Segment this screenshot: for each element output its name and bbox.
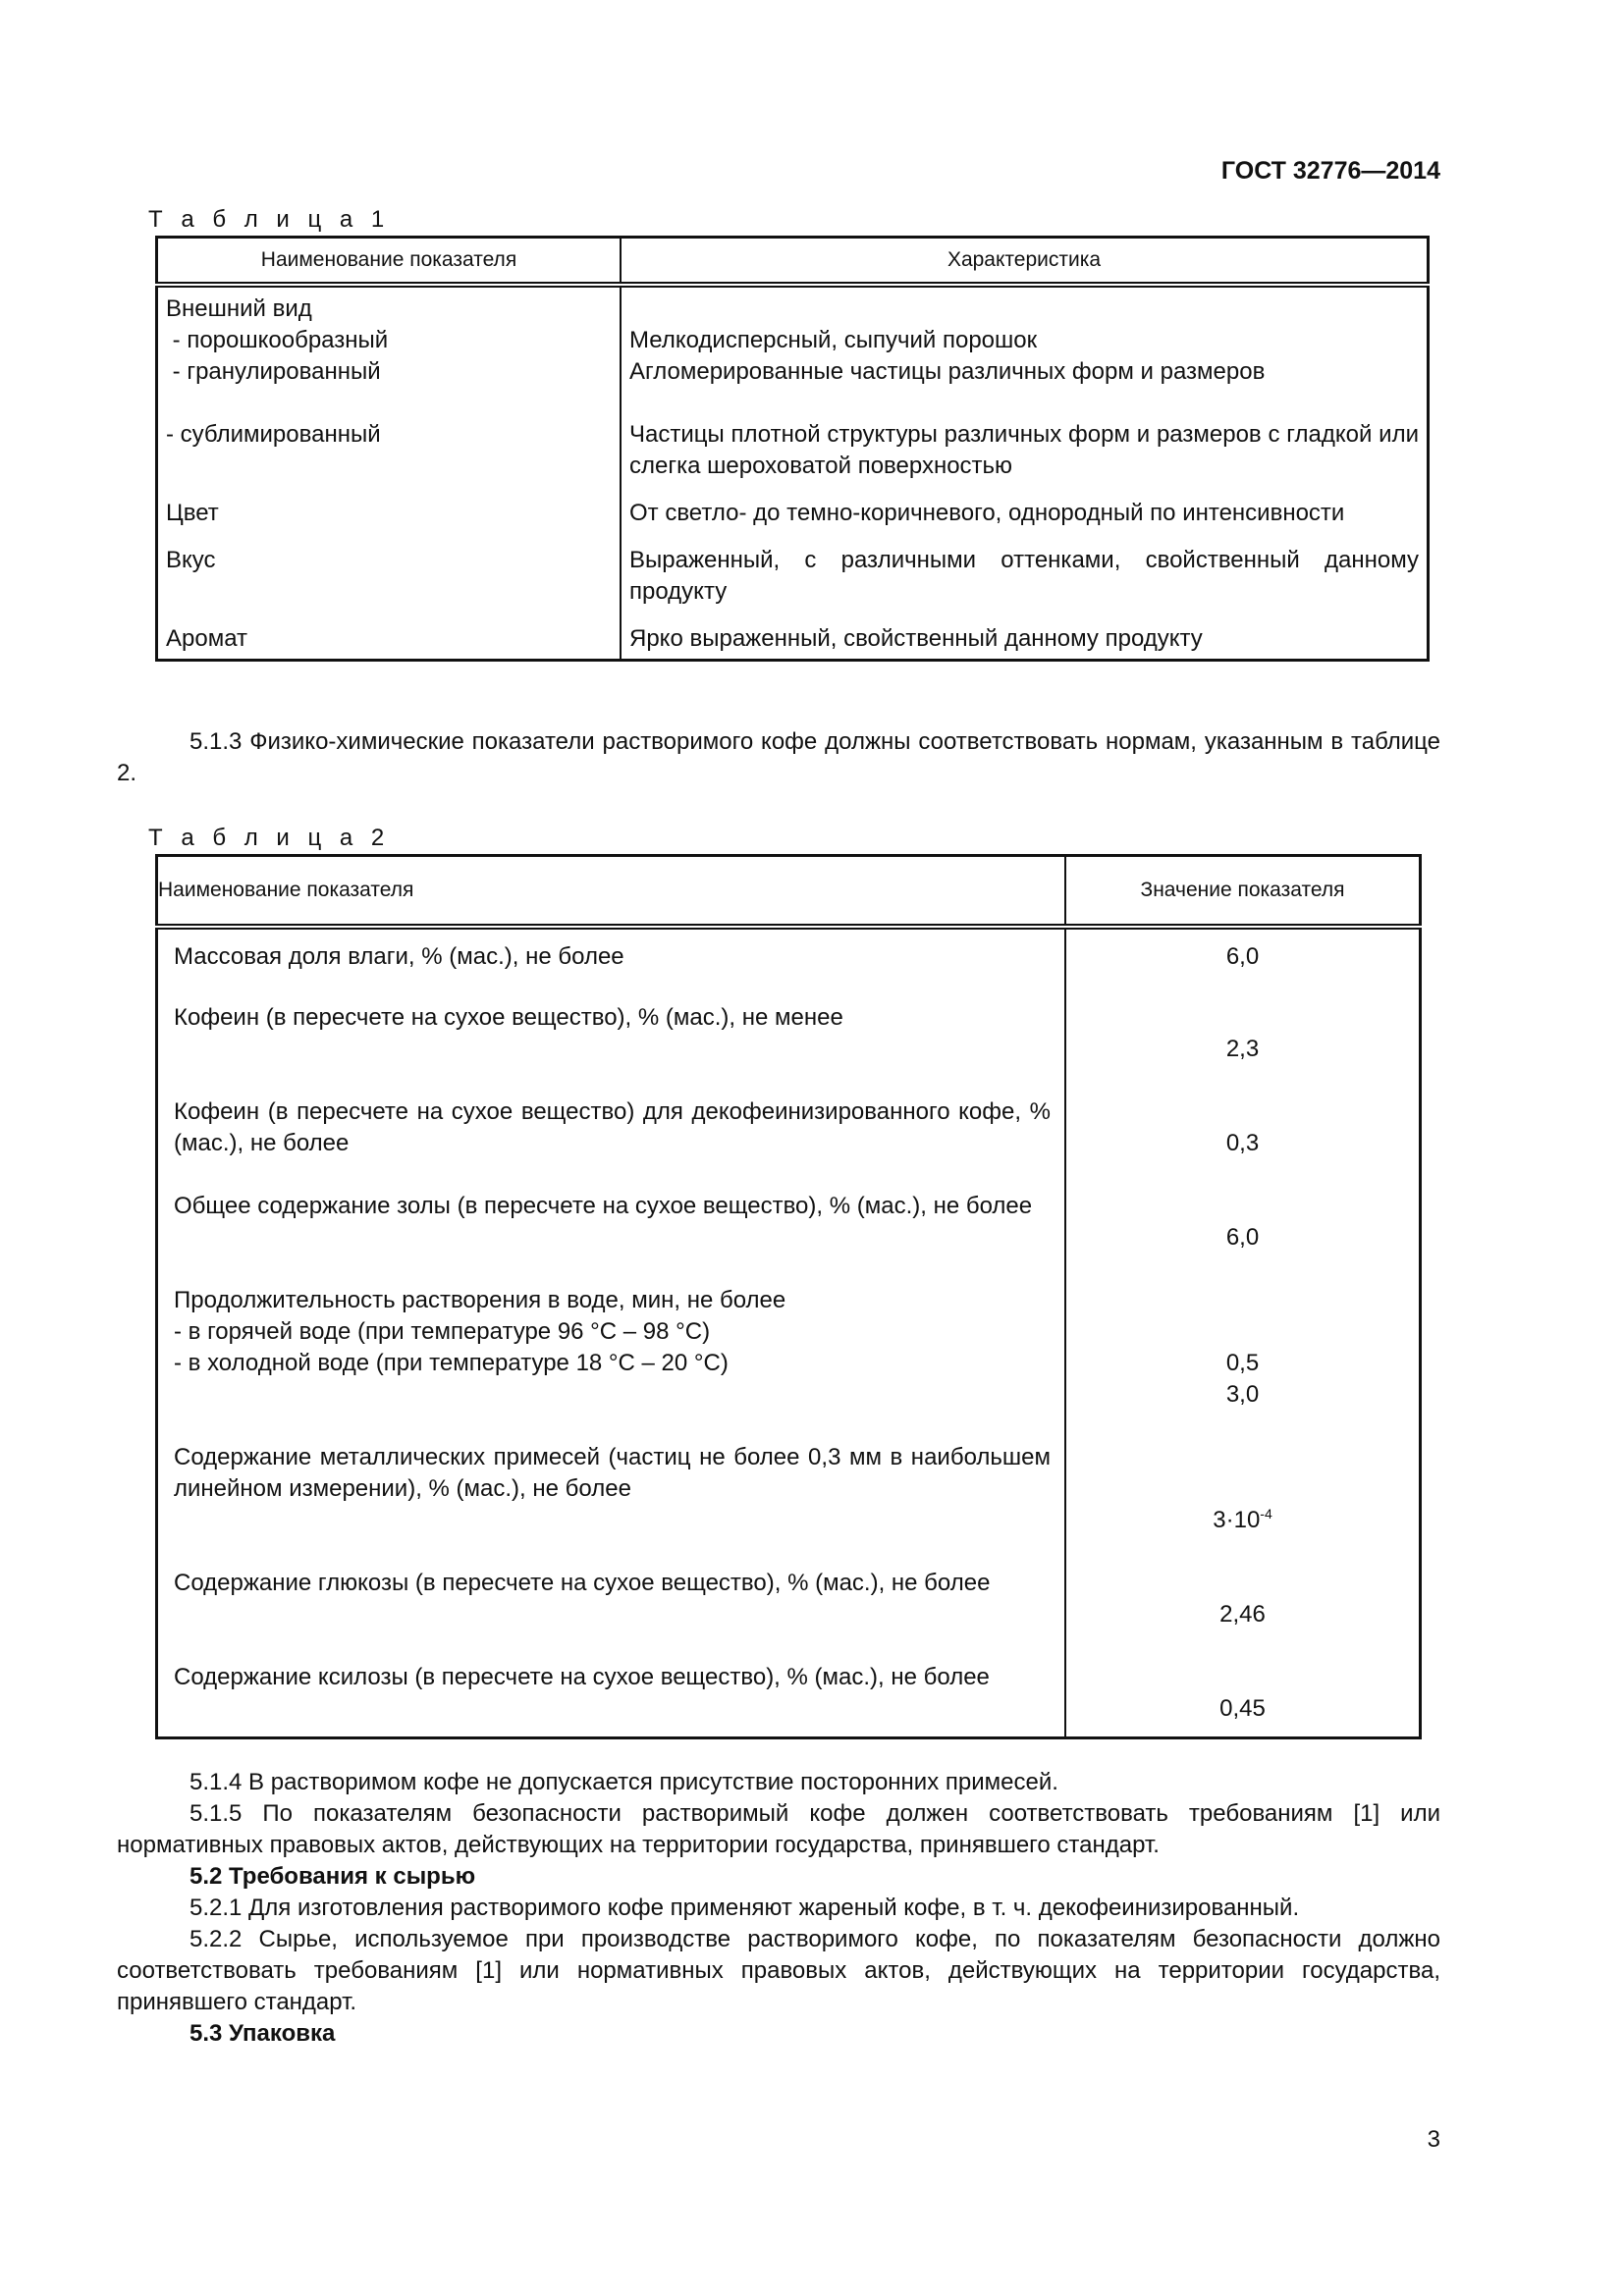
- paragraph-5-2-1: 5.2.1 Для изготовления растворимого кофе применяют жареный кофе, в т. ч. декофеинизированный.: [189, 1895, 1300, 1921]
- table-row: [157, 285, 1429, 403]
- indicator-value: 0,45: [1219, 1695, 1266, 1722]
- text-line: Агломерированные частицы различных форм и размеров: [629, 358, 1266, 385]
- column-header: Значение показателя: [1065, 856, 1421, 928]
- indicator-value: [1065, 1285, 1421, 1442]
- indicator-value: [1065, 1442, 1421, 1568]
- text-line: - в горячей воде (при температуре 96 °С – 98 °С): [174, 1318, 711, 1345]
- indicator-value: 6,0: [1225, 1224, 1260, 1251]
- text-line: - порошкообразный: [166, 327, 389, 353]
- value-cold-water: 3,0: [1225, 1381, 1260, 1408]
- table-row: [157, 545, 1429, 623]
- text-line: - гранулированный: [166, 358, 381, 385]
- characteristic: Ярко выраженный, свойственный данному продукту: [629, 625, 1203, 652]
- table-row: [157, 623, 1429, 661]
- column-header: Наименование показателя: [157, 238, 622, 286]
- column-header: Наименование показателя: [157, 856, 1066, 928]
- indicator-name: Кофеин (в пересчете на сухое вещество), % (мас.), не менее: [157, 1002, 1066, 1096]
- table-row: [157, 403, 1429, 498]
- indicator-name: Вкус: [157, 545, 622, 623]
- indicator-name: Кофеин (в пересчете на сухое вещество) для декофеинизированного кофе, % (мас.), не более: [157, 1096, 1066, 1191]
- table-row: [157, 1096, 1421, 1191]
- table-row: [157, 1568, 1421, 1662]
- characteristic: Выраженный, с различными оттенками, свойственный данному продукту: [629, 547, 1419, 605]
- table1-caption: Т а б л и ц а 1: [148, 206, 391, 233]
- section-text: [117, 1767, 1440, 2050]
- text-line: Внешний вид: [166, 295, 312, 322]
- indicator-name: Общее содержание золы (в пересчете на сухое вещество), % (мас.), не более: [157, 1191, 1066, 1285]
- heading-5-2: 5.2 Требования к сырью: [189, 1863, 476, 1890]
- table-row: [157, 1662, 1421, 1738]
- document-code: ГОСТ 32776—2014: [1220, 157, 1440, 185]
- paragraph-5-1-4: 5.1.4 В растворимом кофе не допускается присутствие посторонних примесей.: [189, 1769, 1058, 1795]
- page-number: 3: [1427, 2126, 1440, 2153]
- table-row: [157, 1442, 1421, 1568]
- table-header-row: [157, 856, 1421, 928]
- indicator-name: Содержание металлических примесей (частиц не более 0,3 мм в наибольшем линейном измерении), % (мас.), не более: [157, 1442, 1066, 1568]
- table-1: [155, 236, 1430, 662]
- table-row: [157, 1002, 1421, 1096]
- indicator-name: Содержание ксилозы (в пересчете на сухое вещество), % (мас.), не более: [157, 1662, 1066, 1738]
- table-row: [157, 1191, 1421, 1285]
- table-row: [157, 498, 1429, 545]
- indicator-name: Содержание глюкозы (в пересчете на сухое вещество), % (мас.), не более: [157, 1568, 1066, 1662]
- text-line: [629, 294, 1419, 325]
- indicator-value: 6,0: [1225, 943, 1260, 970]
- value-mantissa: 3·10: [1213, 1507, 1261, 1533]
- indicator-value: 2,3: [1225, 1036, 1260, 1062]
- value-exponent: -4: [1260, 1506, 1272, 1522]
- table-2: [155, 854, 1422, 1739]
- characteristic: От светло- до темно-коричневого, однородный по интенсивности: [629, 500, 1345, 526]
- paragraph-5-1-3: 5.1.3 Физико-химические показатели растворимого кофе должны соответствовать нормам, указанным в таблице 2.: [117, 728, 1440, 786]
- indicator-name: [157, 1285, 1066, 1442]
- indicator-name: Цвет: [157, 498, 622, 545]
- indicator-value: 2,46: [1219, 1601, 1266, 1628]
- value-hot-water: 0,5: [1225, 1350, 1260, 1376]
- heading-5-3: 5.3 Упаковка: [189, 2020, 336, 2047]
- paragraph-5-1-5: 5.1.5 По показателям безопасности растворимый кофе должен соответствовать требованиям [1] или нормативных правовых актов, действующих на территории государства, принявшего стандарт.: [117, 1800, 1440, 1858]
- characteristic: Частицы плотной структуры различных форм и размеров с гладкой или слегка шероховатой поверхностью: [629, 421, 1419, 479]
- characteristic: [621, 285, 1429, 403]
- indicator-value: 0,3: [1225, 1130, 1260, 1156]
- text-line: - в холодной воде (при температуре 18 °С – 20 °С): [174, 1350, 729, 1376]
- table-header-row: [157, 238, 1429, 286]
- table-row: [157, 927, 1421, 1002]
- text-line: Продолжительность растворения в воде, мин, не более: [174, 1287, 786, 1313]
- table2-caption: Т а б л и ц а 2: [148, 825, 391, 851]
- text-line: Мелкодисперсный, сыпучий порошок: [629, 327, 1038, 353]
- indicator-name: Массовая доля влаги, % (мас.), не более: [157, 927, 1066, 1002]
- paragraph-5-2-2: 5.2.2 Сырье, используемое при производстве растворимого кофе, по показателям безопасности должно соответствовать требованиям [1] или нормативных правовых актов, действующих на территории государства, принявшего стандарт.: [117, 1926, 1440, 2015]
- indicator-name: - сублимированный: [157, 403, 622, 498]
- indicator-name: [157, 285, 622, 403]
- column-header: Характеристика: [621, 238, 1429, 286]
- table-row: [157, 1285, 1421, 1442]
- indicator-name: Аромат: [157, 623, 622, 661]
